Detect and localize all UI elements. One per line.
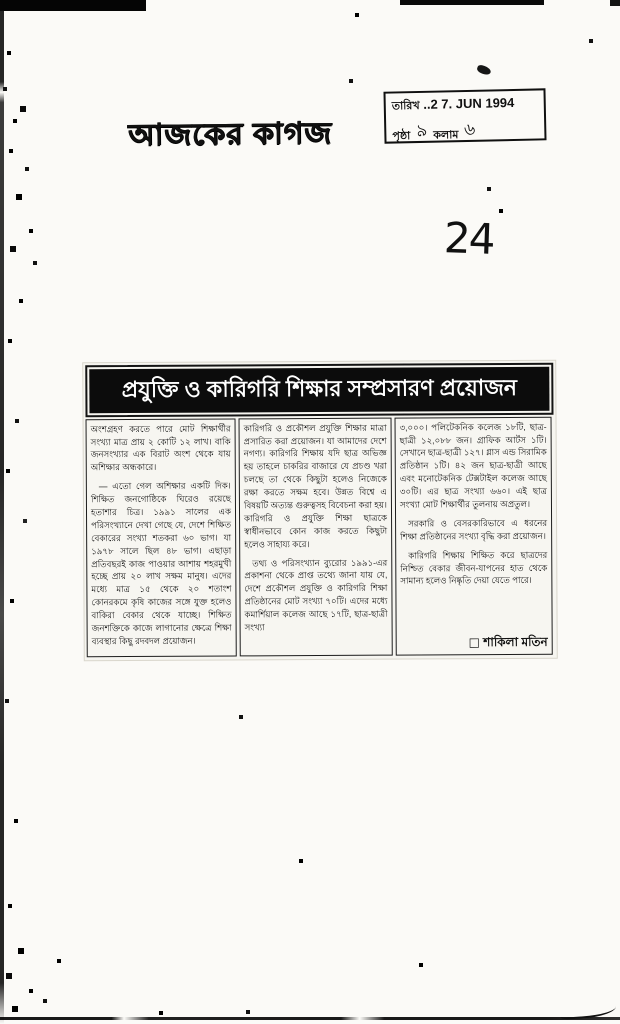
stamp-page-label: পৃষ্ঠা xyxy=(392,130,411,143)
handwritten-page-number: 24 xyxy=(443,213,495,264)
date-stamp-box xyxy=(383,88,546,143)
article-column-1 xyxy=(86,418,237,657)
scan-edge-artifact-topright xyxy=(610,0,620,6)
scan-noise-speckles xyxy=(0,0,2,2)
scan-ink-blotch xyxy=(476,64,492,76)
article-column-2 xyxy=(239,417,393,656)
stamp-column-label: কলাম xyxy=(433,129,459,142)
paragraph: কারিগরি ও প্রকৌশল প্রযুক্তি শিক্ষার মাত্রা প্রসারিত করা প্রয়োজন। যা আমাদের দেশে নগণ্য। কারিগরি শিক্ষায় যদি ছাত্র অভিজ্ঞ হয় তাহলে চাকরির বাজারে যে প্রচণ্ড খরা চলছে তা থেকে কিছুটা হলেও নিজেকে রক্ষা করতে সক্ষম হবে। উন্নত বিশ্বে এ বিষয়টি অত্যন্ত গুরুত্বসহ বিবেচনা করা হয়। কারিগরি ও প্রযুক্তি শিক্ষা ছাত্রকে স্বাধীনভাবে কোন কাজ করতে কিছুটা হলেও সাহায্য করে। xyxy=(243,422,388,550)
stamp-date-label: তারিখ xyxy=(391,99,420,113)
paragraph: — এতো গেল অশিক্ষার একটি দিক। শিক্ষিত জনগোষ্ঠিকে ঘিরেও রয়েছে হতাশার চিত্র। ১৯৯১ সালের এক পরিসংখ্যানে দেখা গেছে যে, দেশে শিক্ষিত বেকারের সংখ্যা শতকরা ৬০ ভাগ। যা ১৯৭৮ সালে ছিল ৪৮ ভাগ। এছাড়া প্রতিবছরই কাজ পাওয়ার আশায় শহরমুখী হচ্ছে প্রায় ২০ লাখ সক্ষম মানুষ। এদের মধ্যে মাত্র ১৫ থেকে ২০ শতাংশ কোনরকমে কৃষি কাজের সঙ্গে যুক্ত হলেও বাকিরা বেকার থেকে যাচ্ছে। শিক্ষিত জনশক্তিকে কাজে লাগানোর ক্ষেত্রে শিক্ষা ব্যবস্থার কিছু রদবদল প্রয়োজন। xyxy=(90,480,232,647)
article-column-3 xyxy=(395,416,553,655)
stamp-date-value: ..2 7. JUN 1994 xyxy=(423,94,515,112)
byline-author-name: শাকিলা মতিন xyxy=(483,634,548,649)
article-byline xyxy=(401,632,548,651)
newspaper-masthead: আজকের কাগজ xyxy=(127,116,333,153)
paragraph: ৩,০০০। পলিটেকনিক কলেজ ১৮টি, ছাত্র-ছাত্রী ১২,০৮৮ জন। গ্রাফিক আর্টস ১টি। সেখানে ছাত্র-ছাত্রী ১২৭। গ্লাস এন্ড সিরামিক প্রতিষ্ঠান ১টি। ৪২ জন ছাত্র-ছাত্রী আছে এবং মনোটেকনিক টেক্সটাইল কলেজ আছে ৩০টি। এর ছাত্র সংখ্যা ৬৬০। এই ছাত্র সংখ্যা মোট শিক্ষার্থীর তুলনায় অপ্রতুল। xyxy=(399,421,547,510)
scan-edge-artifact-top xyxy=(400,0,544,5)
paragraph: কারিগরি শিক্ষায় শিক্ষিত করে ছাত্রদের নিশ্চিত বেকার জীবন-যাপনের হাত থেকে সামান্য হলেও নিষ্কৃতি দেয়া যেতে পারে। xyxy=(400,549,548,587)
headline-frame xyxy=(85,363,553,417)
scan-edge-artifact-left xyxy=(0,0,4,1024)
stamp-page-value-handwritten: ৯ xyxy=(414,120,429,142)
scan-edge-artifact-topleft xyxy=(0,0,146,11)
stamp-date-row xyxy=(392,94,538,116)
paragraph: সরকারি ও বেসরকারিভাবে এ ধরনের শিক্ষা প্রতিষ্ঠানের সংখ্যা বৃদ্ধি করা প্রয়োজন। xyxy=(400,517,548,542)
paragraph: অংশগ্রহণ করতে পারে মোট শিক্ষার্থীর সংখ্যা মাত্র প্রায় ২ কোটি ১২ লাখ। বাকি জনসংখ্যার এক বিরাট অংশ থেকে যায় অশিক্ষার অন্ধকারে। xyxy=(90,423,231,473)
paragraph: তথ্য ও পরিসংখ্যান ব্যুরোর ১৯৯১-এর প্রকাশনা থেকে প্রাপ্ত তথ্যে জানা যায় যে, দেশে প্রকৌশল প্রযুক্তি ও কারিগরি শিক্ষা প্রতিষ্ঠানের মোট সংখ্যা ৭০টি। এদের মধ্যে কমার্শিয়াল কলেজ আছে ১৭টি, ছাত্র-ছাত্রী সংখ্যা xyxy=(244,557,388,633)
stamp-page-row xyxy=(392,115,539,146)
newspaper-clipping xyxy=(83,361,557,660)
stamp-column-value-handwritten: ৬ xyxy=(463,119,477,141)
article-body xyxy=(86,416,555,656)
article-headline: প্রযুক্তি ও কারিগরি শিক্ষার সম্প্রসারণ প্রয়োজন xyxy=(89,367,549,413)
scan-edge-artifact-bottom xyxy=(0,1017,620,1020)
byline-square-marker: □ xyxy=(468,634,480,649)
